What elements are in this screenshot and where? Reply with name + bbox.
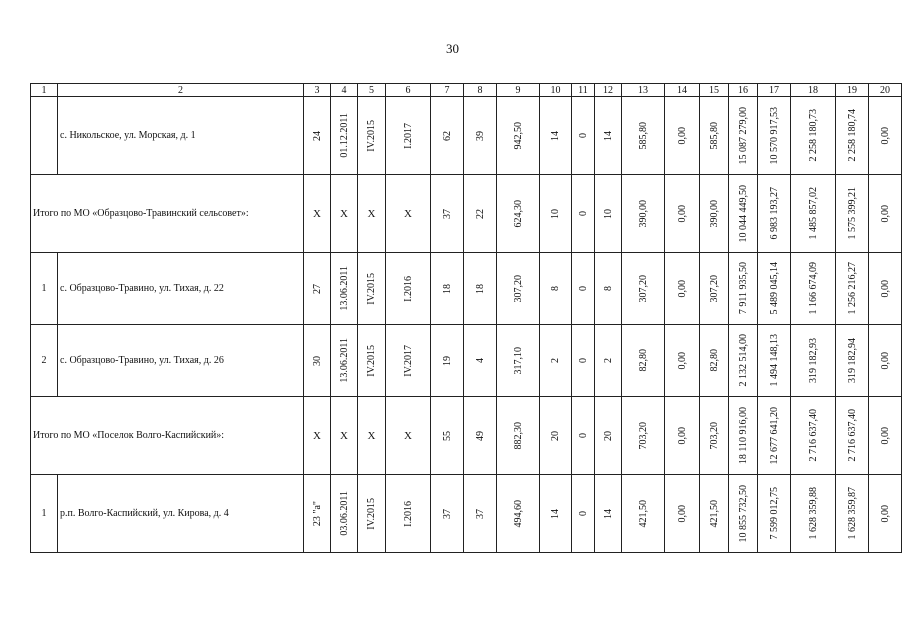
- table-cell: [869, 475, 902, 553]
- table-cell: [572, 97, 595, 175]
- cell-value: 0: [577, 133, 589, 138]
- table-cell: [464, 175, 497, 253]
- cell-value: 10 570 917,53: [768, 106, 780, 165]
- row-number: [31, 97, 58, 175]
- table-cell: [497, 97, 540, 175]
- table-cell: [869, 397, 902, 475]
- cell-value: 55: [441, 430, 453, 441]
- table-cell: [572, 175, 595, 253]
- cell-value: 10: [550, 208, 561, 219]
- cell-value: 22: [474, 208, 486, 219]
- table-cell: [595, 175, 622, 253]
- cell-value: 62: [441, 130, 453, 141]
- cell-value: 0,00: [879, 351, 891, 370]
- table-cell: [729, 97, 758, 175]
- table-cell: [386, 475, 431, 553]
- address: с. Образцово-Травино, ул. Тихая, д. 26: [60, 355, 224, 366]
- cell-value: IV.2017: [402, 344, 414, 377]
- table-cell: [836, 175, 869, 253]
- cell-value: 0: [577, 358, 589, 363]
- cell-value: 1: [41, 508, 47, 519]
- column-number: 6: [386, 84, 431, 97]
- table-cell: [869, 175, 902, 253]
- table-cell: [665, 397, 700, 475]
- table-cell: [729, 475, 758, 553]
- subtotal-label: Итого по МО «Поселок Волго-Каспийский»:: [31, 397, 304, 475]
- column-number: 18: [791, 84, 836, 97]
- cell-value: 0,00: [676, 351, 688, 370]
- column-number: 10: [540, 84, 572, 97]
- table-cell: [729, 397, 758, 475]
- cell-value: 49: [474, 430, 486, 441]
- cell-value: 0: [577, 286, 589, 291]
- table-cell: [464, 397, 497, 475]
- table-cell: [464, 253, 497, 325]
- table-cell: [836, 325, 869, 397]
- cell-value: 1 628 359,87: [846, 487, 858, 540]
- cell-value: 1 494 148,13: [768, 334, 780, 387]
- table-cell: [595, 253, 622, 325]
- cell-value: X: [367, 207, 376, 220]
- cell-value: 37: [441, 508, 453, 519]
- cell-value: 19: [441, 355, 453, 366]
- cell-value: 703,20: [637, 421, 649, 450]
- table-cell: [572, 253, 595, 325]
- cell-value: 421,50: [637, 499, 649, 528]
- cell-value: 882,30: [512, 421, 524, 450]
- column-number: 7: [431, 84, 464, 97]
- table-cell: [700, 475, 729, 553]
- cell-value: 20: [550, 430, 561, 441]
- address: с. Никольское, ул. Морская, д. 1: [60, 130, 196, 141]
- column-number: 5: [358, 84, 386, 97]
- table-row: [31, 97, 902, 175]
- cell-value: 307,20: [637, 274, 649, 303]
- cell-value: 10 855 732,50: [737, 484, 749, 543]
- cell-value: 4: [474, 358, 486, 363]
- table-cell: [836, 475, 869, 553]
- table-cell: [700, 397, 729, 475]
- column-number: 12: [595, 84, 622, 97]
- cell-value: 319 182,94: [846, 338, 858, 383]
- cell-value: 37: [441, 208, 453, 219]
- cell-value: 23 "а": [311, 500, 323, 527]
- table-cell: [758, 397, 791, 475]
- table-cell: [540, 175, 572, 253]
- cell-value: 307,20: [708, 274, 720, 303]
- table-cell: [622, 97, 665, 175]
- cell-value: 1 485 857,02: [807, 187, 819, 240]
- cell-value: X: [340, 429, 348, 442]
- cell-value: 2 258 180,73: [807, 109, 819, 162]
- table-cell: [331, 475, 358, 553]
- cell-value: 7 599 012,75: [768, 487, 780, 540]
- table-row: [31, 325, 902, 397]
- table-row: [31, 475, 902, 553]
- column-number: 3: [304, 84, 331, 97]
- cell-value: 18 110 916,00: [737, 406, 749, 465]
- column-number: 11: [572, 84, 595, 97]
- table-cell: [386, 325, 431, 397]
- table-cell: [572, 325, 595, 397]
- cell-value: 2 258 180,74: [846, 109, 858, 162]
- table-cell: [622, 175, 665, 253]
- table-cell: [431, 325, 464, 397]
- address-cell: [58, 475, 304, 553]
- cell-value: 14: [550, 130, 561, 141]
- table-cell: [540, 325, 572, 397]
- cell-value: 8: [602, 286, 614, 291]
- cell-value: 6 983 193,27: [768, 187, 780, 240]
- table-cell: [331, 397, 358, 475]
- table-cell: [791, 97, 836, 175]
- table-cell: [791, 397, 836, 475]
- cell-value: 10: [602, 208, 614, 219]
- cell-value: IV.2015: [366, 272, 377, 305]
- table-cell: [431, 175, 464, 253]
- column-number: 13: [622, 84, 665, 97]
- cell-value: 585,80: [708, 121, 720, 150]
- table-cell: [836, 97, 869, 175]
- cell-value: 8: [550, 286, 561, 291]
- table-cell: [665, 475, 700, 553]
- table-cell: [304, 397, 331, 475]
- subtotal-label: Итого по МО «Образцово-Травинский сельсовет»:: [31, 175, 304, 253]
- cell-value: 14: [602, 508, 614, 519]
- table-cell: [358, 97, 386, 175]
- table-cell: [331, 325, 358, 397]
- table-cell: [836, 253, 869, 325]
- table-cell: [622, 325, 665, 397]
- column-number: 2: [58, 84, 304, 97]
- cell-value: 01.12.2011: [338, 113, 350, 158]
- cell-value: I.2017: [402, 122, 414, 149]
- cell-value: X: [313, 429, 321, 442]
- cell-value: 2: [550, 358, 561, 363]
- table-cell: [791, 475, 836, 553]
- table-cell: [665, 175, 700, 253]
- table-cell: [431, 397, 464, 475]
- cell-value: 82,80: [637, 349, 649, 372]
- table-cell: [595, 397, 622, 475]
- subtotal-row: [31, 175, 902, 253]
- cell-value: 1 628 359,88: [807, 487, 819, 540]
- cell-value: I.2016: [402, 500, 414, 527]
- table-cell: [665, 97, 700, 175]
- cell-value: 0,00: [879, 126, 891, 145]
- cell-value: 0,00: [879, 504, 891, 523]
- table-cell: [758, 97, 791, 175]
- cell-value: 2 716 637,40: [807, 409, 819, 462]
- cell-value: 2: [41, 355, 47, 366]
- column-number: 14: [665, 84, 700, 97]
- table-cell: [386, 97, 431, 175]
- page-number: 30: [446, 41, 459, 56]
- cell-value: 27: [311, 283, 323, 294]
- cell-value: 494,60: [512, 499, 524, 528]
- table-cell: [464, 325, 497, 397]
- cell-value: IV.2015: [366, 344, 377, 377]
- cell-value: 703,20: [708, 421, 720, 450]
- row-number: [31, 475, 58, 553]
- cell-value: 319 182,93: [807, 338, 819, 383]
- cell-value: 30: [311, 355, 323, 366]
- cell-value: 2 132 514,00: [737, 334, 749, 387]
- cell-value: 03.06.2011: [338, 491, 350, 536]
- cell-value: 390,00: [708, 199, 720, 228]
- table-cell: [358, 325, 386, 397]
- cell-value: IV.2015: [366, 497, 377, 530]
- table-cell: [431, 97, 464, 175]
- address-cell: [58, 325, 304, 397]
- cell-value: 1: [41, 283, 47, 294]
- cell-value: 18: [474, 283, 486, 294]
- table-cell: [729, 325, 758, 397]
- table-cell: [304, 475, 331, 553]
- column-number: 16: [729, 84, 758, 97]
- cell-value: 0,00: [676, 504, 688, 523]
- cell-value: 0,00: [676, 126, 688, 145]
- table-cell: [304, 253, 331, 325]
- cell-value: 15 087 279,00: [737, 106, 749, 165]
- table-cell: [869, 97, 902, 175]
- cell-value: 13.06.2011: [338, 338, 350, 383]
- table-cell: [304, 175, 331, 253]
- table-cell: [700, 325, 729, 397]
- column-number: 8: [464, 84, 497, 97]
- cell-value: 20: [602, 430, 614, 441]
- cell-value: 624,30: [512, 199, 524, 228]
- row-number: [31, 253, 58, 325]
- table-cell: [540, 253, 572, 325]
- table-cell: [331, 175, 358, 253]
- subtotal-row: [31, 397, 902, 475]
- table-cell: [700, 253, 729, 325]
- table-cell: [729, 175, 758, 253]
- table-cell: [386, 253, 431, 325]
- cell-value: 1 166 674,09: [807, 262, 819, 315]
- table-cell: [758, 475, 791, 553]
- table-cell: [358, 475, 386, 553]
- cell-value: 1 575 399,21: [846, 187, 858, 240]
- cell-value: 10 044 449,50: [737, 184, 749, 243]
- table-cell: [758, 325, 791, 397]
- cell-value: 317,10: [512, 346, 524, 375]
- cell-value: 0,00: [676, 204, 688, 223]
- cell-value: IV.2015: [366, 119, 377, 152]
- table-cell: [497, 325, 540, 397]
- cell-value: X: [313, 207, 321, 220]
- cell-value: I.2016: [402, 275, 414, 302]
- cell-value: 12 677 641,20: [768, 406, 780, 465]
- cell-value: X: [367, 429, 376, 442]
- cell-value: 421,50: [708, 499, 720, 528]
- column-number: 4: [331, 84, 358, 97]
- table-cell: [331, 253, 358, 325]
- cell-value: 39: [474, 130, 486, 141]
- table-cell: [358, 397, 386, 475]
- table-cell: [700, 97, 729, 175]
- table-cell: [869, 253, 902, 325]
- address-cell: [58, 253, 304, 325]
- column-number: 19: [836, 84, 869, 97]
- cell-value: 2 716 637,40: [846, 409, 858, 462]
- table-cell: [497, 253, 540, 325]
- table-cell: [540, 397, 572, 475]
- table-cell: [836, 397, 869, 475]
- table-cell: [869, 325, 902, 397]
- cell-value: 0,00: [879, 279, 891, 298]
- cell-value: 390,00: [637, 199, 649, 228]
- table-cell: [540, 475, 572, 553]
- cell-value: 18: [441, 283, 453, 294]
- cell-value: 82,80: [708, 349, 720, 372]
- cell-value: 0: [577, 211, 589, 216]
- cell-value: 5 489 045,14: [768, 262, 780, 315]
- table-row: [31, 253, 902, 325]
- table-cell: [386, 397, 431, 475]
- table-cell: [358, 253, 386, 325]
- cell-value: X: [404, 207, 412, 220]
- table-cell: [540, 97, 572, 175]
- table-cell: [386, 175, 431, 253]
- table-cell: [729, 253, 758, 325]
- table-cell: [572, 397, 595, 475]
- table-cell: [464, 475, 497, 553]
- table-cell: [791, 325, 836, 397]
- table-cell: [700, 175, 729, 253]
- table-cell: [791, 253, 836, 325]
- table-cell: [622, 397, 665, 475]
- cell-value: X: [404, 429, 412, 442]
- register-table: [30, 83, 902, 553]
- column-number: 20: [869, 84, 902, 97]
- cell-value: 37: [474, 508, 486, 519]
- address: с. Образцово-Травино, ул. Тихая, д. 22: [60, 283, 224, 294]
- cell-value: 2: [602, 358, 614, 363]
- row-number: [31, 325, 58, 397]
- cell-value: 24: [311, 130, 323, 141]
- address-cell: [58, 97, 304, 175]
- table-cell: [497, 475, 540, 553]
- cell-value: 942,50: [512, 121, 524, 150]
- cell-value: 13.06.2011: [338, 266, 350, 311]
- table-cell: [791, 175, 836, 253]
- table-cell: [304, 325, 331, 397]
- table-cell: [622, 475, 665, 553]
- cell-value: 0: [577, 433, 589, 438]
- table-cell: [431, 253, 464, 325]
- table-cell: [464, 97, 497, 175]
- table-cell: [497, 175, 540, 253]
- table-cell: [595, 475, 622, 553]
- column-number: 17: [758, 84, 791, 97]
- table-cell: [665, 325, 700, 397]
- table-cell: [622, 253, 665, 325]
- cell-value: 0,00: [676, 426, 688, 445]
- table-cell: [431, 475, 464, 553]
- cell-value: 0,00: [676, 279, 688, 298]
- table-cell: [304, 97, 331, 175]
- table-cell: [572, 475, 595, 553]
- cell-value: 585,80: [637, 121, 649, 150]
- cell-value: 1 256 216,27: [846, 262, 858, 315]
- table-cell: [758, 253, 791, 325]
- table-cell: [595, 325, 622, 397]
- table-cell: [331, 97, 358, 175]
- table-cell: [758, 175, 791, 253]
- column-number: 15: [700, 84, 729, 97]
- cell-value: 14: [602, 130, 614, 141]
- cell-value: 0,00: [879, 204, 891, 223]
- cell-value: 0,00: [879, 426, 891, 445]
- table-cell: [665, 253, 700, 325]
- column-number: 9: [497, 84, 540, 97]
- column-number-row: [31, 84, 902, 97]
- table-cell: [358, 175, 386, 253]
- cell-value: 14: [550, 508, 561, 519]
- address: р.п. Волго-Каспийский, ул. Кирова, д. 4: [60, 508, 229, 519]
- cell-value: 7 911 935,50: [737, 262, 749, 315]
- cell-value: X: [340, 207, 348, 220]
- column-number: 1: [31, 84, 58, 97]
- cell-value: 0: [577, 511, 589, 516]
- table-cell: [497, 397, 540, 475]
- cell-value: 307,20: [512, 274, 524, 303]
- table-cell: [595, 97, 622, 175]
